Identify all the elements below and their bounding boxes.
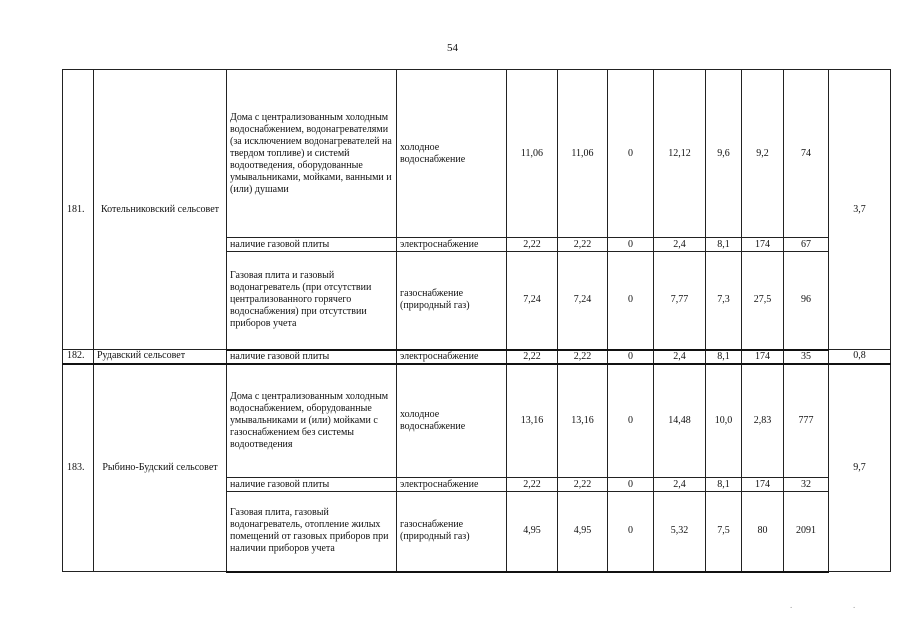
value-cell: 0 — [608, 70, 654, 238]
table-body — [63, 70, 891, 572]
value-cell: 174 — [742, 350, 784, 364]
settlement-name: Рыбино-Будский сельсовет — [94, 364, 227, 572]
housing-type: Дома с централизованным холодным водоснабжением, водонагревателями (за исключением водонагревателей на твердом топливе) и системй водоотведения, оборудованные умывальниками, мойками, ванными и (или) душами — [227, 70, 397, 238]
value-cell: 96 — [784, 252, 829, 350]
value-cell: 13,16 — [507, 364, 558, 478]
total-value: 9,7 — [829, 364, 891, 572]
row-number: 181. — [63, 70, 94, 350]
value-cell: 0 — [608, 238, 654, 252]
value-cell: 7,24 — [507, 252, 558, 350]
value-cell: 0 — [608, 478, 654, 492]
value-cell: 4,95 — [558, 492, 608, 572]
value-cell: 174 — [742, 238, 784, 252]
value-cell: 9,2 — [742, 70, 784, 238]
value-cell: 9,6 — [706, 70, 742, 238]
housing-type: наличие газовой плиты — [227, 350, 397, 364]
housing-type: Дома с централизованным холодным водоснабжением, оборудованные умывальниками и (или) мойками с газоснабжением без системы водоотведения — [227, 364, 397, 478]
housing-type: Газовая плита, газовый водонагреватель, отопление жилых помещений от газовых приборов при наличии приборов учета — [227, 492, 397, 572]
value-cell: 7,24 — [558, 252, 608, 350]
value-cell: 8,1 — [706, 478, 742, 492]
housing-type: наличие газовой плиты — [227, 478, 397, 492]
housing-type: Газовая плита и газовый водонагреватель (при отсутствии централизованного горячего водоснабжения) при отсутствии приборов учета — [227, 252, 397, 350]
value-cell: 0 — [608, 492, 654, 572]
value-cell: 2,22 — [507, 350, 558, 364]
value-cell: 7,5 — [706, 492, 742, 572]
value-cell: 2,22 — [558, 350, 608, 364]
value-cell: 8,1 — [706, 238, 742, 252]
service-type: холодное водоснабжение — [397, 70, 507, 238]
service-type: электроснабжение — [397, 478, 507, 492]
value-cell: 2,83 — [742, 364, 784, 478]
value-cell: 174 — [742, 478, 784, 492]
value-cell: 4,95 — [507, 492, 558, 572]
service-type: электроснабжение — [397, 350, 507, 364]
value-cell: 74 — [784, 70, 829, 238]
value-cell: 2,22 — [507, 238, 558, 252]
value-cell: 2091 — [784, 492, 829, 572]
value-cell: 35 — [784, 350, 829, 364]
value-cell: 777 — [784, 364, 829, 478]
value-cell: 2,22 — [558, 238, 608, 252]
scan-mark: . — [790, 600, 793, 610]
service-type: электроснабжение — [397, 238, 507, 252]
value-cell: 7,3 — [706, 252, 742, 350]
value-cell: 5,32 — [654, 492, 706, 572]
table-row — [63, 364, 891, 478]
value-cell: 11,06 — [558, 70, 608, 238]
housing-type: наличие газовой плиты — [227, 238, 397, 252]
value-cell: 7,77 — [654, 252, 706, 350]
value-cell: 2,4 — [654, 350, 706, 364]
settlement-name: Рудавский сельсовет — [94, 350, 227, 364]
value-cell: 11,06 — [507, 70, 558, 238]
value-cell: 14,48 — [654, 364, 706, 478]
service-type: холодное водоснабжение — [397, 364, 507, 478]
service-type: газоснабжение (природный газ) — [397, 492, 507, 572]
value-cell: 13,16 — [558, 364, 608, 478]
total-value: 0,8 — [829, 350, 891, 364]
value-cell: 32 — [784, 478, 829, 492]
page-number: 54 — [447, 42, 458, 54]
value-cell: 0 — [608, 252, 654, 350]
table-row — [63, 350, 891, 364]
value-cell: 2,22 — [558, 478, 608, 492]
value-cell: 0 — [608, 364, 654, 478]
value-cell: 12,12 — [654, 70, 706, 238]
value-cell: 27,5 — [742, 252, 784, 350]
value-cell: 8,1 — [706, 350, 742, 364]
value-cell: 2,4 — [654, 238, 706, 252]
value-cell: 10,0 — [706, 364, 742, 478]
scan-mark: . — [853, 600, 856, 610]
value-cell: 2,22 — [507, 478, 558, 492]
value-cell: 2,4 — [654, 478, 706, 492]
service-type: газоснабжение (природный газ) — [397, 252, 507, 350]
value-cell: 80 — [742, 492, 784, 572]
total-value: 3,7 — [829, 70, 891, 350]
table-row — [63, 70, 891, 238]
row-number: 183. — [63, 364, 94, 572]
value-cell: 67 — [784, 238, 829, 252]
row-number: 182. — [63, 350, 94, 364]
value-cell: 0 — [608, 350, 654, 364]
tariff-table — [62, 69, 891, 573]
settlement-name: Котельниковский сельсовет — [94, 70, 227, 350]
